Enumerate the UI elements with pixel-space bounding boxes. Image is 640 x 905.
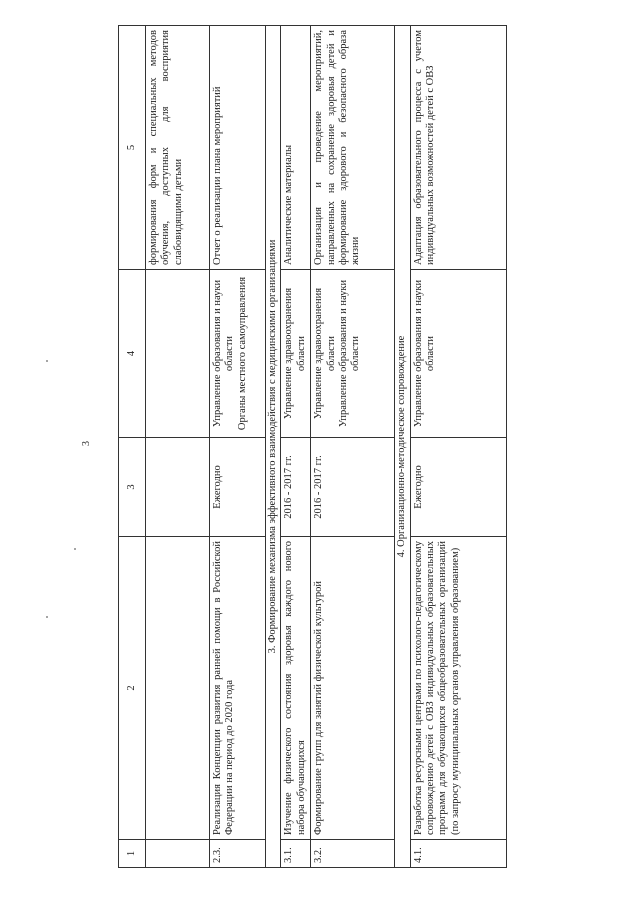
header-cell: 3 bbox=[119, 438, 146, 537]
executor-line: Управление здравоохранения области bbox=[313, 287, 337, 420]
task-cell: Разработка ресурсными центрами по психолого-педагогическому сопровождению детей с ОВЗ индивидуальных образовательных программ для обучающихся общеобразовательных организаций (по запросу муниципальных органов управления образованием) bbox=[410, 537, 506, 840]
header-cell: 5 bbox=[119, 26, 146, 270]
section-row bbox=[266, 26, 281, 868]
executor-cell: Управление образования и науки области bbox=[410, 270, 506, 438]
header-cell: 2 bbox=[119, 537, 146, 840]
executor-cell bbox=[311, 270, 395, 438]
result-cell: Адаптация образовательного процесса с учетом индивидуальных возможностей детей с ОВЗ bbox=[410, 26, 506, 270]
table-row bbox=[146, 26, 210, 868]
header-cell: 1 bbox=[119, 840, 146, 868]
result-cell: Отчет о реализации плана мероприятий bbox=[210, 26, 266, 270]
page-number: 3 bbox=[81, 441, 92, 446]
header-cell: 4 bbox=[119, 270, 146, 438]
header-row bbox=[119, 26, 146, 868]
task-cell: Формирование групп для занятий физической культурой bbox=[311, 537, 395, 840]
section-title: 4. Организационно-методическое сопровождение bbox=[395, 26, 410, 868]
result-cell: Аналитические материалы bbox=[281, 26, 311, 270]
row-number: 2.3. bbox=[210, 840, 266, 868]
table-row bbox=[281, 26, 311, 868]
rotated-table-wrapper bbox=[118, 26, 608, 868]
term-cell: Ежегодно bbox=[410, 438, 506, 537]
term-cell: Ежегодно bbox=[210, 438, 266, 537]
table-row bbox=[311, 26, 395, 868]
executor-cell: Управление здравоохранения области bbox=[281, 270, 311, 438]
table-row bbox=[410, 26, 506, 868]
scan-speck bbox=[46, 360, 48, 362]
executor-cell bbox=[210, 270, 266, 438]
scan-speck bbox=[74, 548, 76, 550]
row-number: 4.1. bbox=[410, 840, 506, 868]
result-cell: формирования форм и специальных методов обучения, доступных для восприятия слабовидящими детьми bbox=[146, 26, 210, 270]
executor-line: Управление образования и науки области bbox=[212, 279, 236, 428]
term-cell: 2016 - 2017 гг. bbox=[281, 438, 311, 537]
table-row bbox=[210, 26, 266, 868]
term-cell: 2016 - 2017 гг. bbox=[311, 438, 395, 537]
section-title: 3. Формирование механизма эффективного взаимодействия с медицинскими организациями bbox=[266, 26, 281, 868]
result-cell: Организация и проведение мероприятий, направленных на сохранение здоровья детей и формирование здорового и безопасного образа жизни bbox=[311, 26, 395, 270]
row-number: 3.1. bbox=[281, 840, 311, 868]
section-row bbox=[395, 26, 410, 868]
row-number: 3.2. bbox=[311, 840, 395, 868]
executor-line: Органы местного самоуправления bbox=[236, 276, 248, 431]
plan-table bbox=[118, 25, 507, 868]
task-cell: Реализация Концепции развития ранней помощи в Российской Федерации на период до 2020 года bbox=[210, 537, 266, 840]
task-cell: Изучение физического состояния здоровья каждого нового набора обучающихся bbox=[281, 537, 311, 840]
scan-speck bbox=[46, 616, 48, 618]
executor-line: Управление образования и науки области bbox=[337, 279, 362, 428]
